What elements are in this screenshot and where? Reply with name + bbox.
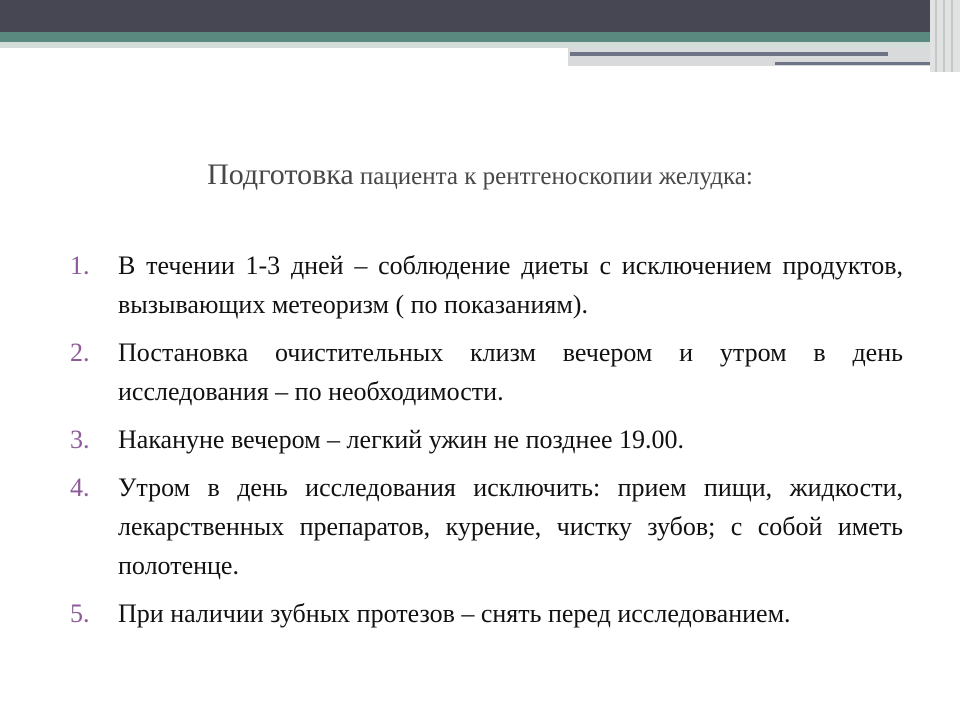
- list-item: [70, 420, 903, 459]
- list-item-number: 5.: [70, 599, 90, 628]
- list-item: [70, 333, 903, 411]
- list-item-text: В течении 1-3 дней – соблюдение диеты с исключением продуктов, вызывающих метеоризм ( по показаниям).: [118, 251, 903, 319]
- header-accent-line: [570, 52, 888, 56]
- list-item-number: 2.: [70, 338, 90, 367]
- list-item-number: 3.: [70, 425, 90, 454]
- list-item: [70, 468, 903, 585]
- preparation-list: [70, 246, 903, 642]
- header-decoration: [0, 0, 960, 72]
- slide-title: [0, 158, 960, 192]
- list-item-text: При наличии зубных протезов – снять перед исследованием.: [118, 599, 791, 628]
- header-dark-band: [0, 0, 960, 32]
- header-accent-line: [775, 62, 943, 65]
- slide-title-main: Подготовка: [207, 158, 354, 191]
- header-light-band: [0, 42, 960, 48]
- list-item-text: Накануне вечером – легкий ужин не позднее 19.00.: [118, 425, 685, 454]
- list-item: [70, 246, 903, 324]
- list-item-text: Постановка очистительных клизм вечером и утром в день исследования – по необходимости.: [118, 338, 903, 406]
- header-teal-band: [0, 32, 960, 42]
- slide-title-rest: пациента к рентгеноскопии желудка:: [353, 163, 753, 190]
- header-corner-block: [930, 0, 960, 72]
- list-item: [70, 594, 903, 633]
- list-item-number: 4.: [70, 473, 90, 502]
- list-item-text: Утром в день исследования исключить: прием пищи, жидкости, лекарственных препаратов, курение, чистку зубов; с собой иметь полотенце.: [118, 473, 903, 580]
- list-item-number: 1.: [70, 251, 90, 280]
